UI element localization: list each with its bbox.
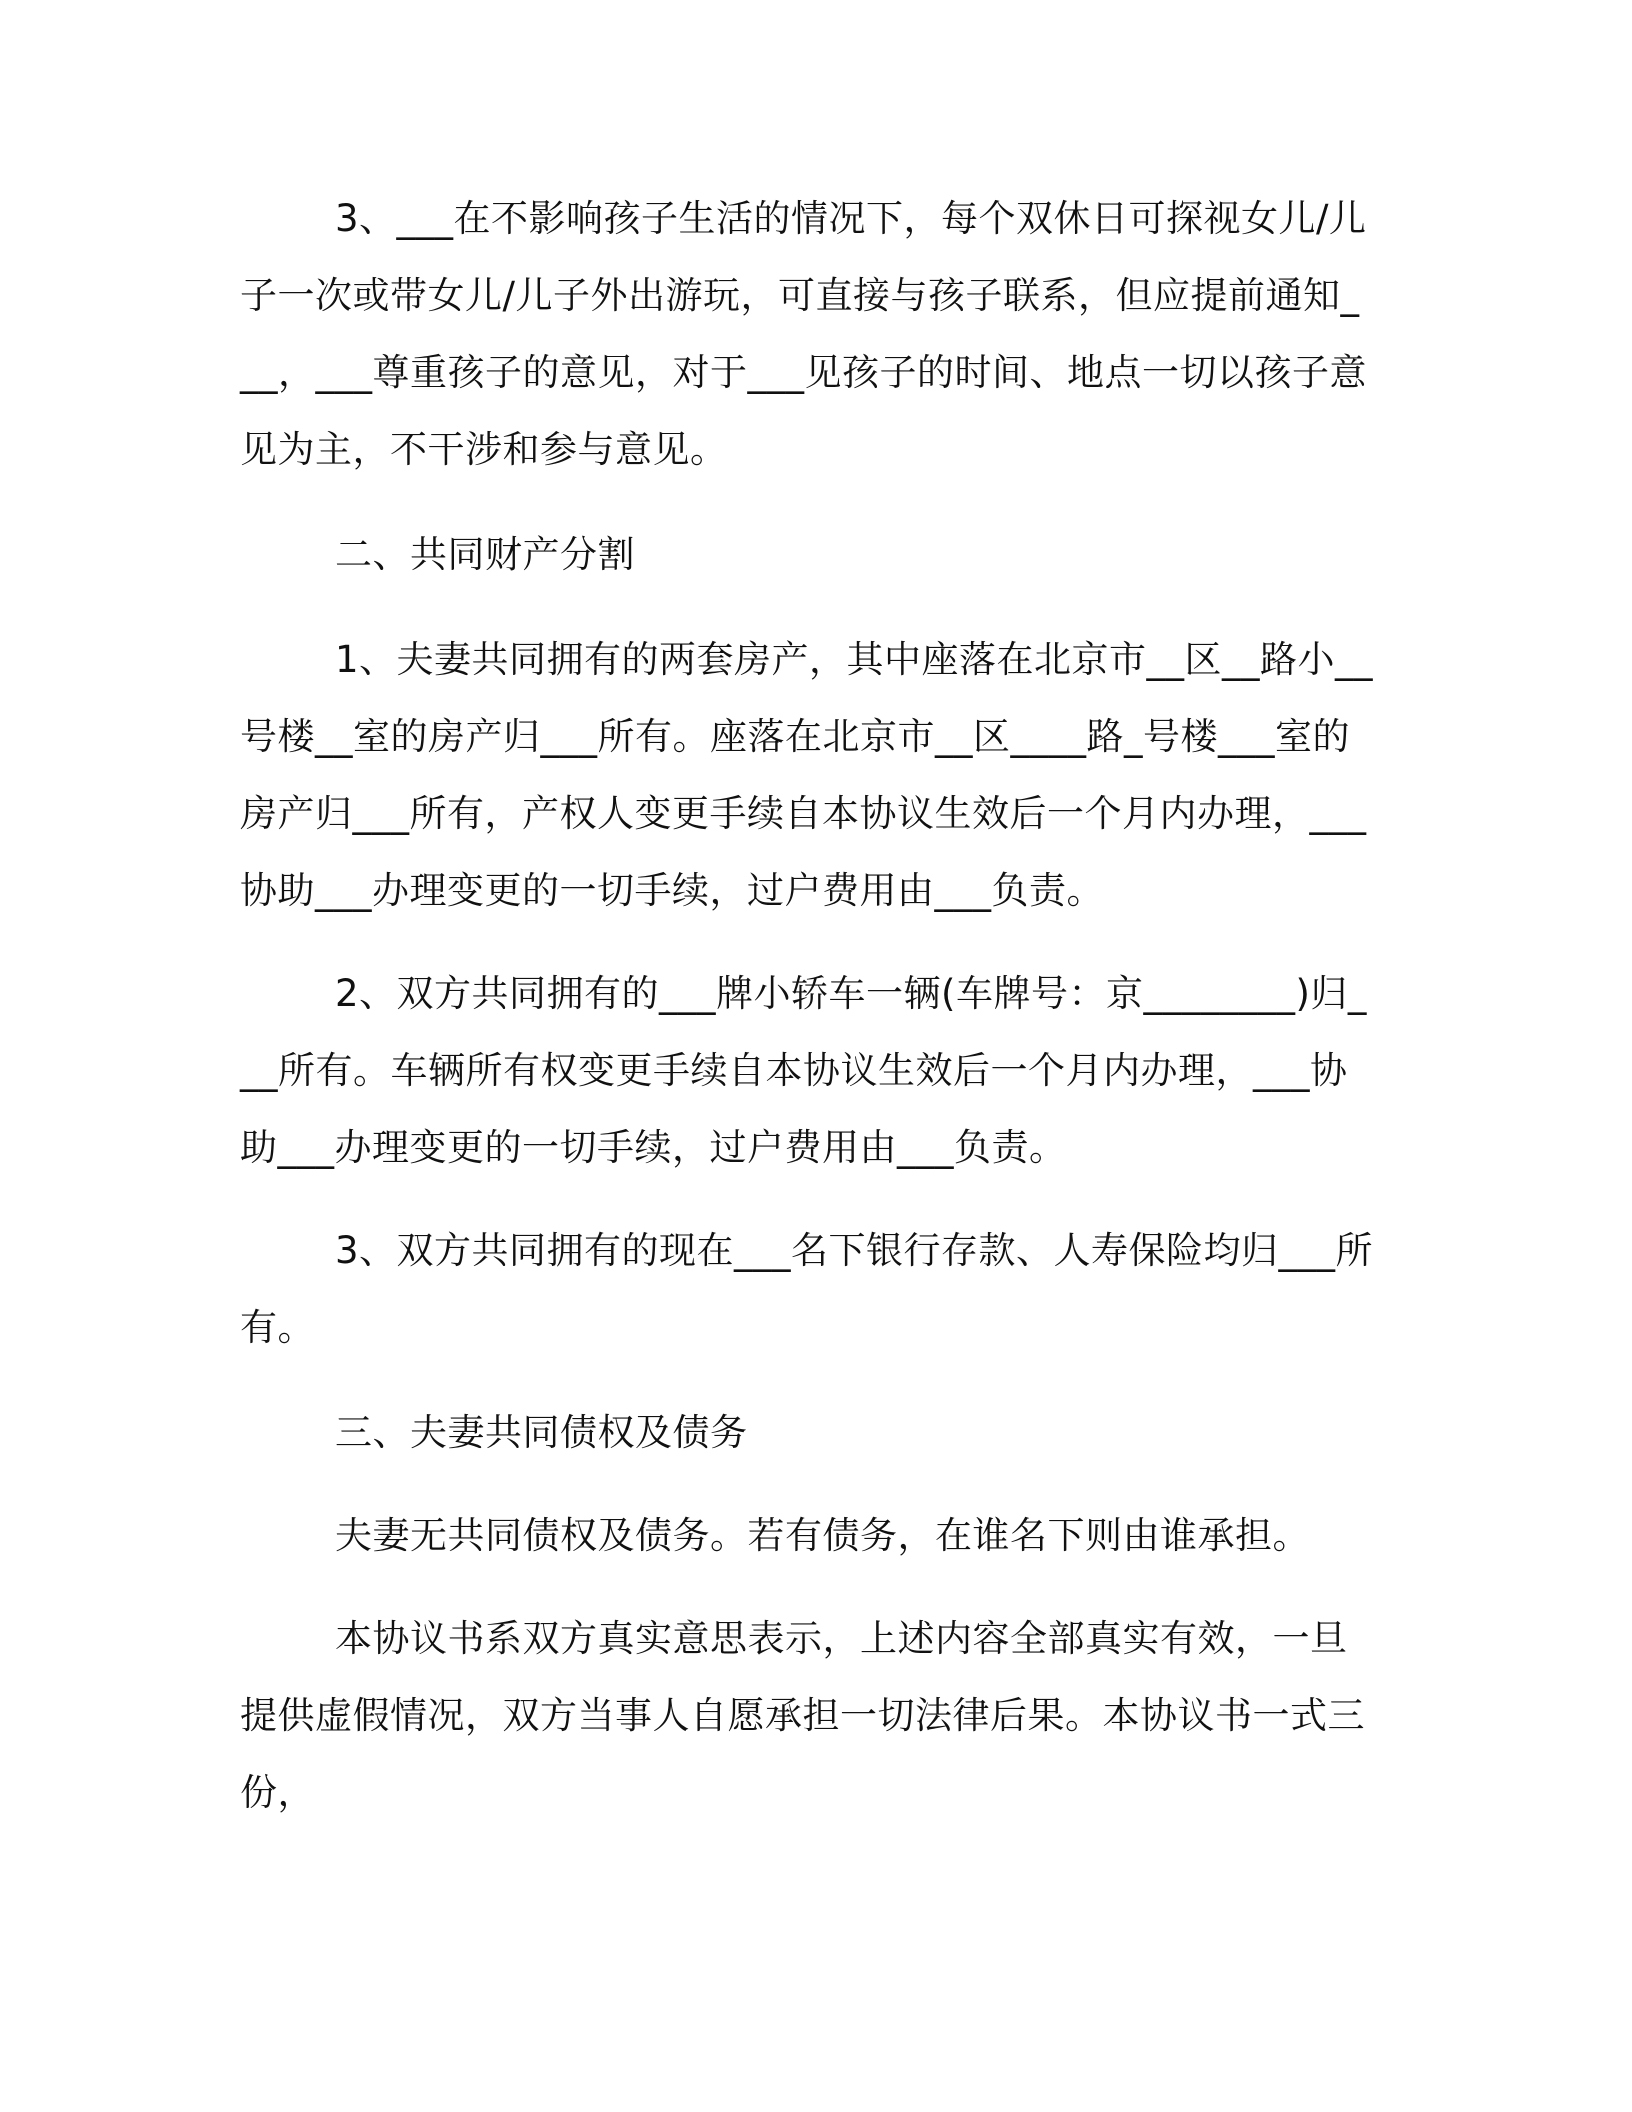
paragraph-real-estate: 1、夫妻共同拥有的两套房产，其中座落在北京市__区__路小__号楼__室的房产归___所有。座落在北京市__区____路_号楼___室的房产归___所有，产权人变更手续自本协议生效后一个月内办理，___协助___办理变更的一切手续，过户费用由___负责。 (240, 638, 1374, 912)
section-heading-debts: 三、夫妻共同债权及债务 (335, 1411, 748, 1454)
paragraph-visitation: 3、___在不影响孩子生活的情况下，每个双休日可探视女儿/儿子一次或带女儿/儿子外出游玩，可直接与孩子联系，但应提前通知___，___尊重孩子的意见，对于___见孩子的时间、地点一切以孩子意见为主，不干涉和参与意见。 (240, 197, 1367, 471)
paragraph-savings-insurance: 3、双方共同拥有的现在___名下银行存款、人寿保险均归___所有。 (240, 1229, 1374, 1349)
section-heading-property-division: 二、共同财产分割 (335, 533, 635, 576)
document-body (240, 180, 1375, 1831)
paragraph-no-joint-debts: 夫妻无共同债权及债务。若有债务，在谁名下则由谁承担。 (335, 1514, 1310, 1557)
paragraph-vehicle: 2、双方共同拥有的___牌小轿车一辆(车牌号：京________)归___所有。车辆所有权变更手续自本协议生效后一个月内办理，___协助___办理变更的一切手续，过户费用由___负责。 (240, 972, 1367, 1169)
paragraph-declaration: 本协议书系双方真实意思表示，上述内容全部真实有效，一旦提供虚假情况，双方当事人自愿承担一切法律后果。本协议书一式三份， (240, 1617, 1365, 1814)
